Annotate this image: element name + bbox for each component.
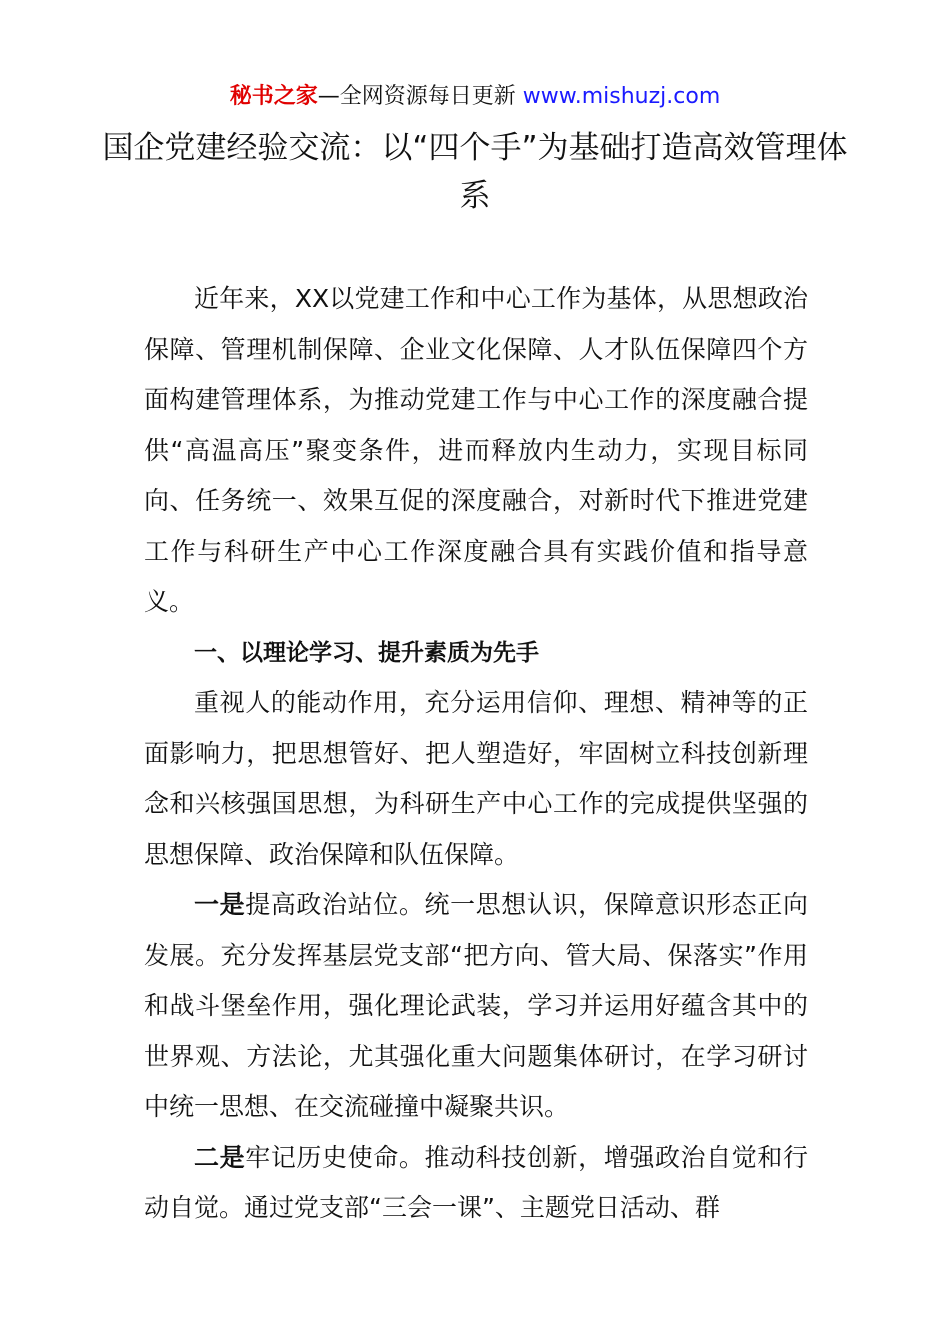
- site-brand[interactable]: 秘书之家: [229, 84, 318, 109]
- paragraph-point-1: [144, 880, 808, 1133]
- paragraph-text: 重视人的能动作用，充分运用信仰、理想、精神等的正面影响力，把思想管好、把人塑造好，牢固树立科技创新理念和兴核强国思想，为科研生产中心工作的完成提供坚强的思想保障、政治保障和队伍保障。: [144, 688, 808, 869]
- paragraph-lead: 二是: [194, 1142, 246, 1172]
- section-heading-1: [144, 628, 808, 679]
- paragraph-text: 近年来，XX以党建工作和中心工作为基体，从思想政治保障、管理机制保障、企业文化保障、人才队伍保障四个方面构建管理体系，为推动党建工作与中心工作的深度融合提供“高温高压”聚变条件，进而释放内生动力，实现目标同向、任务统一、效果互促的深度融合，对新时代下推进党建工作与科研生产中心工作深度融合具有实践价值和指导意义。: [144, 284, 808, 616]
- paragraph-point-2: [144, 1133, 808, 1234]
- paragraph-intro: [144, 274, 808, 628]
- paragraph-text: 提高政治站位。统一思想认识，保障意识形态正向发展。充分发挥基层党支部“把方向、管大局、保落实”作用和战斗堡垒作用，强化理论武装，学习并运用好蕴含其中的世界观、方法论，尤其强化重大问题集体研讨，在学习研讨中统一思想、在交流碰撞中凝聚共识。: [144, 890, 808, 1121]
- paragraph-text: 牢记历史使命。推动科技创新，增强政治自觉和行动自觉。通过党支部“三会一课”、主题党日活动、群: [144, 1142, 808, 1222]
- document-title: 国企党建经验交流：以“四个手”为基础打造高效管理体系: [102, 130, 848, 214]
- document-body: [144, 274, 808, 1234]
- site-tagline: —全网资源每日更新: [317, 84, 523, 109]
- section-heading-text: 一、以理论学习、提升素质为先手: [194, 639, 539, 666]
- paragraph-section-1: [144, 678, 808, 880]
- site-url-link[interactable]: www.mishuzj.com: [522, 84, 721, 109]
- site-header: [0, 82, 950, 112]
- paragraph-lead: 一是: [194, 890, 246, 919]
